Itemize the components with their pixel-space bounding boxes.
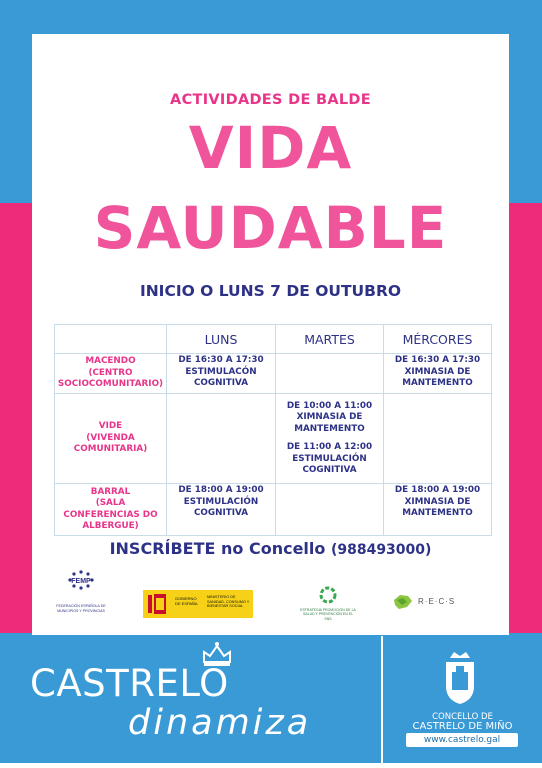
council-line-1: CONCELLO DE [432, 712, 493, 722]
schedule-header-row [55, 325, 492, 354]
empty-cell [276, 354, 384, 394]
sponsor-logos [32, 564, 509, 624]
poster-paper [32, 34, 509, 635]
col-header-martes: MARTES [276, 325, 384, 354]
bottom-strip [0, 763, 542, 768]
estrategia-logo [300, 586, 356, 622]
table-row [55, 484, 492, 536]
estrategia-circle-icon [319, 586, 337, 604]
brand-dinamiza: dinamiza [128, 703, 312, 743]
col-header-mercores: MÉRCORES [384, 325, 492, 354]
table-row [55, 354, 492, 394]
subtitle: ACTIVIDADES DE BALDE [170, 92, 371, 108]
signup-line [32, 539, 509, 558]
col-header-luns: LUNS [167, 325, 276, 354]
activity-cell: DE 18:00 A 19:00 ESTIMULACIÓN COGNITIVA [167, 484, 276, 536]
signup-text: INSCRÍBETE no Concello [109, 539, 326, 558]
location-cell: VIDE (VIVENDA COMUNITARIA) [55, 394, 167, 484]
activity-cell: DE 18:00 A 19:00 XIMNASIA DE MANTEMENTO [384, 484, 492, 536]
gobierno-text: GOBIERNO DE ESPAÑA [175, 596, 198, 606]
empty-cell [167, 394, 276, 484]
femp-stars-icon [50, 568, 112, 600]
footer-divider [381, 636, 383, 763]
website-link[interactable]: www.castrelo.gal [406, 733, 518, 747]
activity-cell: DE 16:30 A 17:30 XIMNASIA DE MANTEMENTO [384, 354, 492, 394]
gobierno-logo [143, 590, 253, 618]
start-date: INICIO O LUNS 7 DE OUTUBRO [139, 282, 402, 300]
location-cell: BARRAL (SALA CONFERENCIAS DO ALBERGUE) [55, 484, 167, 536]
council-shield-icon [440, 648, 480, 708]
signup-phone: (988493000) [330, 542, 432, 558]
spain-coat-icon [145, 590, 173, 618]
estrategia-text: ESTRATEGIA PROMOCIÓN DE LA SALUD Y PREVENCIÓN EN EL SNS [300, 608, 356, 621]
femp-logo [50, 568, 112, 612]
schedule-table [54, 324, 492, 536]
recs-map-icon [392, 592, 414, 612]
empty-cell [384, 394, 492, 484]
activity-cell: DE 16:30 A 17:30 ESTIMULACÓN COGNITIVA [167, 354, 276, 394]
ministerio-text: MINISTERIO DE SANIDAD, CONSUMO Y BIENESTAR SOCIAL [207, 595, 250, 609]
location-cell: MACENDO (CENTRO SOCIOCOMUNITARIO) [55, 354, 167, 394]
council-line-2: CASTRELO DE MIÑO [412, 721, 513, 732]
recs-logo [392, 592, 472, 616]
brand-castrelo: CASTRELO [30, 662, 229, 705]
empty-cell [276, 484, 384, 536]
recs-text: R·E·C·S [418, 597, 456, 606]
corner-cell [55, 325, 167, 354]
title-line-2: SAUDABLE [93, 194, 448, 262]
activity-cell: DE 10:00 A 11:00 XIMNASIA DE MANTEMENTO DE 11:00 A 12:00 ESTIMULACIÓN COGNITIVA [276, 394, 384, 484]
title-line-1: VIDA [188, 114, 353, 182]
femp-caption: FEDERACIÓN ESPAÑOLA DE MUNICIPIOS Y PROVINCIAS [56, 604, 106, 613]
table-row [55, 394, 492, 484]
svg-text:FEMP: FEMP [71, 578, 91, 585]
